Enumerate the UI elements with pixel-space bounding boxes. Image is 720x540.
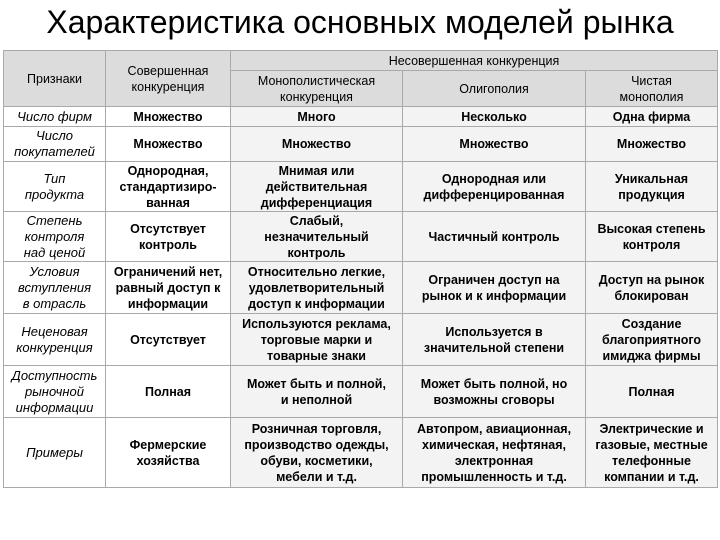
row-label-text: Доступность рыночной информации — [11, 367, 98, 415]
cell-oligopoly — [403, 107, 586, 127]
cell-text: Ограничен доступ на рынок и к информации — [421, 272, 567, 303]
table-row — [4, 314, 718, 366]
cell-text: Полная — [628, 384, 675, 399]
cell-pure-monopoly — [586, 212, 718, 262]
cell-text: Ограничений нет, равный доступ к информации — [113, 264, 223, 311]
cell-text: Мнимая или действительная дифференциация — [260, 163, 373, 210]
cell-text: Множество — [616, 137, 687, 151]
cell-text: Может быть и полной, и неполной — [247, 376, 386, 407]
cell-pure-monopoly — [586, 314, 718, 366]
header-perfect-text: Совершенная конкуренция — [127, 63, 209, 94]
cell-text: Создание благоприятного имиджа фирмы — [601, 316, 702, 363]
cell-monopolistic — [231, 107, 403, 127]
row-label — [4, 314, 106, 366]
cell-text: Доступ на рынок блокирован — [598, 272, 705, 303]
cell-monopolistic — [231, 418, 403, 488]
page-title: Характеристика основных моделей рынка — [46, 4, 674, 40]
table-row — [4, 212, 718, 262]
cell-monopolistic — [231, 366, 403, 418]
cell-text: Используется в значительной степени — [423, 324, 565, 355]
cell-monopolistic — [231, 127, 403, 162]
cell-text: Используются реклама, торговые марки и товарные знаки — [242, 316, 391, 363]
row-label-text: Степень контроля над ценой — [23, 212, 86, 260]
cell-oligopoly — [403, 418, 586, 488]
row-label — [4, 262, 106, 314]
table-row — [4, 127, 718, 162]
cell-perfect — [106, 418, 231, 488]
cell-text: Множество — [133, 109, 203, 124]
cell-text: Однородная, стандартизиро- ванная — [119, 163, 217, 210]
row-label-text: Неценовая конкуренция — [16, 323, 93, 355]
row-label — [4, 162, 106, 212]
row-label — [4, 127, 106, 162]
cell-monopolistic — [231, 262, 403, 314]
cell-pure-monopoly — [586, 366, 718, 418]
cell-text: Уникальная продукция — [614, 171, 689, 202]
row-label-text: Тип продукта — [24, 170, 85, 202]
header-oligopoly-text: Олигополия — [459, 81, 529, 96]
cell-text: Одна фирма — [612, 109, 691, 124]
row-label — [4, 212, 106, 262]
header-imperfect-text: Несовершенная конкуренция — [388, 53, 560, 68]
cell-text: Электрические и газовые, местные телефонные компании и т.д. — [595, 421, 708, 484]
row-label — [4, 418, 106, 488]
header-monopolistic-text: Монополистическая конкуренция — [257, 73, 376, 104]
cell-text: Частичный контроль — [428, 229, 560, 244]
header-imperfect — [231, 51, 718, 71]
table-row — [4, 262, 718, 314]
cell-perfect — [106, 107, 231, 127]
cell-pure-monopoly — [586, 107, 718, 127]
cell-text: Относительно легкие, удовлетворительный доступ к информации — [247, 264, 386, 311]
cell-text: Множество — [133, 137, 203, 151]
cell-oligopoly — [403, 212, 586, 262]
cell-perfect — [106, 366, 231, 418]
table-row — [4, 418, 718, 488]
header-features-text: Признаки — [27, 71, 82, 86]
cell-oligopoly — [403, 366, 586, 418]
cell-text: Отсутствует — [130, 332, 206, 347]
cell-text: Множество — [459, 137, 529, 151]
cell-text: Высокая степень контроля — [597, 221, 706, 252]
cell-pure-monopoly — [586, 162, 718, 212]
cell-monopolistic — [231, 212, 403, 262]
cell-monopolistic — [231, 314, 403, 366]
cell-oligopoly — [403, 162, 586, 212]
cell-oligopoly — [403, 127, 586, 162]
header-pure-monopoly-text: Чистая монополия — [619, 73, 684, 104]
cell-text: Отсутствует контроль — [130, 221, 206, 252]
cell-text: Автопром, авиационная, химическая, нефтяная, электронная промышленность и т.д. — [416, 421, 572, 484]
row-label-text: Число фирм — [17, 108, 92, 124]
cell-text: Однородная или дифференцированная — [423, 171, 565, 202]
header-features — [4, 51, 106, 107]
header-pure-monopoly — [586, 71, 718, 107]
row-label — [4, 366, 106, 418]
cell-pure-monopoly — [586, 262, 718, 314]
row-label-text: Условия вступления в отрасль — [17, 263, 92, 311]
cell-text: Множество — [281, 137, 352, 151]
cell-perfect — [106, 127, 231, 162]
cell-pure-monopoly — [586, 418, 718, 488]
header-monopolistic — [231, 71, 403, 107]
market-models-table — [3, 50, 718, 488]
cell-text: Много — [297, 109, 336, 124]
table-row — [4, 366, 718, 418]
cell-perfect — [106, 262, 231, 314]
cell-pure-monopoly — [586, 127, 718, 162]
cell-text: Полная — [144, 384, 192, 399]
cell-oligopoly — [403, 262, 586, 314]
cell-perfect — [106, 314, 231, 366]
cell-text: Может быть полной, но возможны сговоры — [420, 376, 568, 407]
header-row-1 — [4, 51, 718, 71]
cell-text: Несколько — [461, 109, 527, 124]
row-label-text: Число покупателей — [14, 128, 95, 159]
cell-perfect — [106, 212, 231, 262]
table-row — [4, 162, 718, 212]
cell-monopolistic — [231, 162, 403, 212]
row-label — [4, 107, 106, 127]
header-perfect — [106, 51, 231, 107]
cell-text: Розничная торговля, производство одежды, обуви, косметики, мебели и т.д. — [244, 421, 389, 484]
cell-oligopoly — [403, 314, 586, 366]
cell-perfect — [106, 162, 231, 212]
header-oligopoly — [403, 71, 586, 107]
row-label-text: Примеры — [26, 444, 83, 460]
cell-text: Слабый, незначительный контроль — [264, 213, 369, 260]
table-row — [4, 107, 718, 127]
cell-text: Фермерские хозяйства — [129, 437, 207, 468]
